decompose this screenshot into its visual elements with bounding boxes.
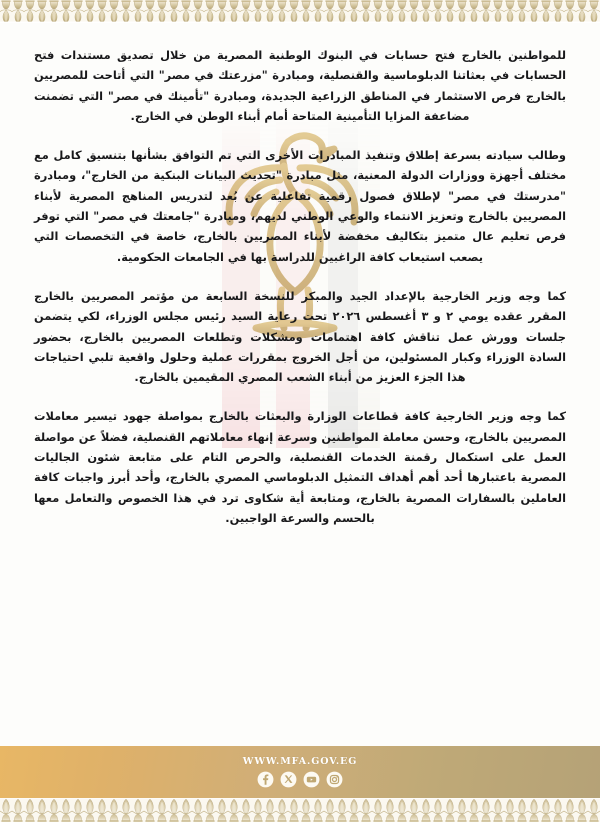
youtube-icon (303, 771, 320, 788)
paragraph-3: كما وجه وزير الخارجية بالإعداد الجيد والمبكر للنسخة السابعة من مؤتمر المصريين بالخارج المقرر عقده يومي ٢ و ٣ أغسطس ٢٠٢٦ تحت رعاية السيد رئيس مجلس الوزراء، لكي يتضمن جلسات وورش عمل تناقش كافة اهتمامات ومشكلات وتطلعات المصريين بالخارج، بحضور السادة الوزراء وكبار المسئولين، من أجل الخروج بمقررات عملية وحلول واقعية تلبي احتياجات هذا الجزء العزيز من أبناء الشعب المصري المقيمين بالخارج. (34, 288, 566, 385)
facebook-icon (257, 771, 274, 788)
bottom-ornamental-border (0, 798, 600, 822)
paragraph-4: كما وجه وزير الخارجية كافة قطاعات الوزارة والبعثات بالخارج بمواصلة جهود تيسير معاملات المصريين بالخارج، وحسن معاملة المواطنين وسرعة إنهاء معاملاتهم القنصلية، فضلاً عن مواصلة العمل على استكمال رقمنة الخدمات القنصلية، والحرص التام على متابعة شئون الجاليات المصرية باعتبارها أحد أهم أهداف التمثيل الدبلوماسي المصري بالخارج، وأحد أبرز واجبات كافة العاملين بالسفارات المصرية بالخارج، ومتابعة أية شكاوى ترد في هذا الخصوص والتعامل معها بالحسم والسرعة الواجبين. (34, 409, 566, 525)
lotus-pattern-top-icon (0, 0, 600, 23)
document-body (0, 23, 600, 528)
instagram-icon (326, 771, 343, 788)
paragraph-1: للمواطنين بالخارج فتح حسابات في البنوك الوطنية المصرية من خلال تصديق مستندات فتح الحسابات في بعثاتنا الدبلوماسية والقنصلية، ومبادرة "مزرعتك في مصر" التي أتاحت للمصريين بالخارج فرص الاستثمار في المناطق الزراعية الجديدة، ومبادرة "تأمينك في مصر" التي تضمنت مضاعفة المزايا التأمينية المتاحة أمام أبناء الوطن في الخارج. (34, 48, 566, 123)
paragraph-2: وطالب سيادته بسرعة إطلاق وتنفيذ المبادرات الأخرى التي تم التوافق بشأنها بتنسيق كامل مع مختلف أجهزة ووزارات الدولة المعنية، مثل مبادرة "تحديث البيانات البنكية من الخارج"، ومبادرة "مدرستك في مصر" لإطلاق فصول رقمية تفاعلية عن بُعد لتدريس المناهج المصرية لأبناء المصريين بالخارج وتعزيز الانتماء والوعي الوطني لديهم، ومبادرة "جامعتك في مصر" التي توفر فرص تعليم عال متميز بتكاليف مخفضة لأبناء المصريين بالخارج، خاصة في التخصصات التي يصعب استيعاب كافة الراغبين للدراسة بها في الجامعات الحكومية. (34, 148, 566, 264)
youtube-link[interactable] (303, 771, 320, 788)
facebook-link[interactable] (257, 771, 274, 788)
top-ornamental-border (0, 0, 600, 23)
lotus-pattern-bottom-icon (0, 798, 600, 822)
instagram-link[interactable] (326, 771, 343, 788)
x-twitter-link[interactable] (280, 771, 297, 788)
footer-band (0, 746, 600, 798)
website-url[interactable]: WWW.MFA.GOV.EG (242, 756, 358, 767)
social-links-row (257, 771, 343, 788)
x-twitter-icon (280, 771, 297, 788)
